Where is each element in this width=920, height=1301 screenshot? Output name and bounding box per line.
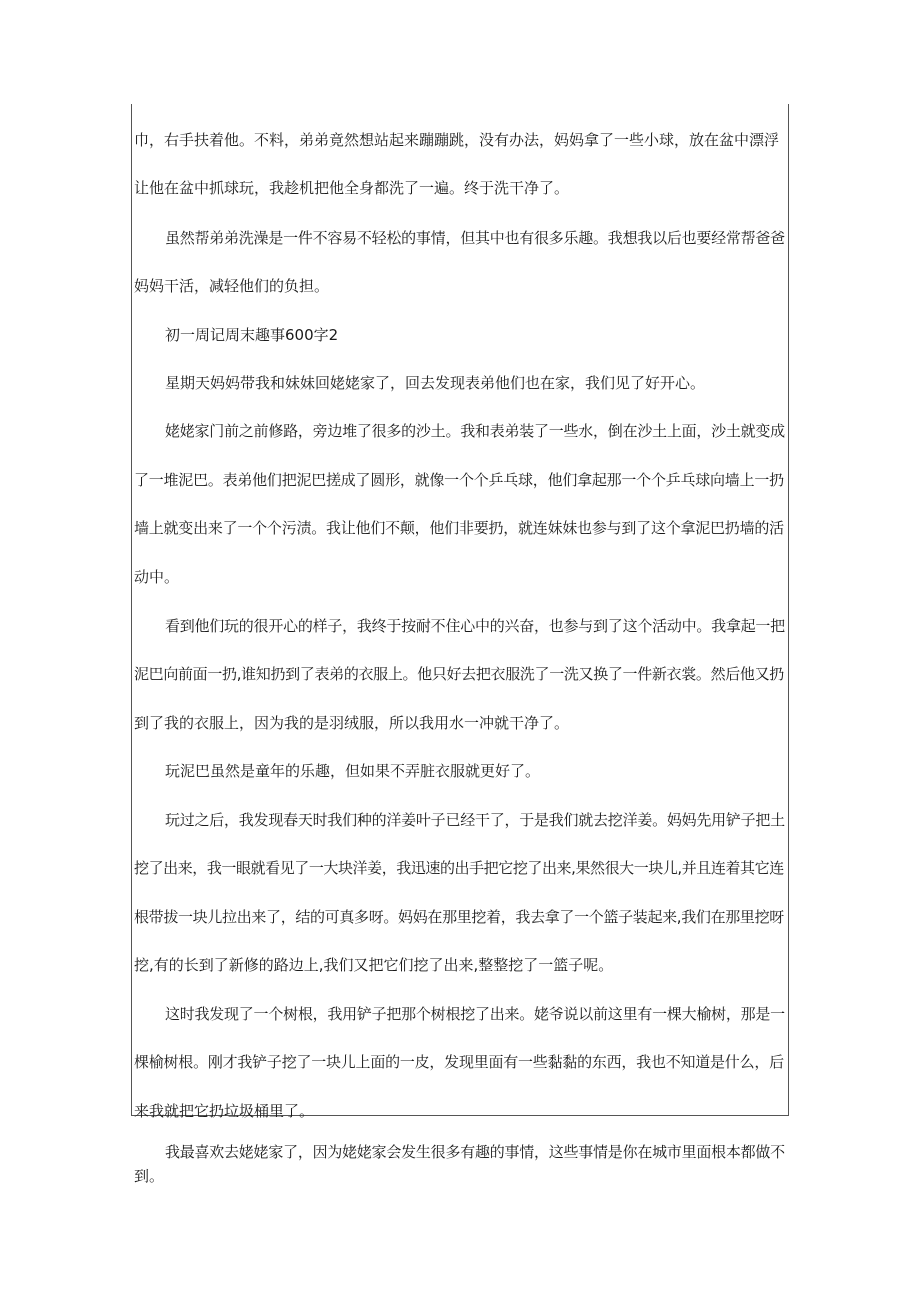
text-line: 看到他们玩的很开心的样子，我终于按耐不住心中的兴奋，也参与到了这个活动中。我拿起一把 [165,617,785,635]
text-line: 到。 [134,1167,165,1185]
text-line: 来我就把它扔垃圾桶里了。 [134,1102,315,1120]
text-line: 巾，右手扶着他。不料，弟弟竟然想站起来蹦蹦跳，没有办法，妈妈拿了一些小球，放在盆中漂浮 [134,131,780,149]
text-line: 让他在盆中抓球玩，我趁机把他全身都洗了一遍。终于洗干净了。 [134,179,570,197]
text-line: 了一堆泥巴。表弟他们把泥巴搓成了圆形，就像一个个乒乓球，他们拿起那一个个乒乓球向墙上一扔 [134,471,784,489]
text-line: 动中。 [134,568,180,586]
text-line: 到了我的衣服上，因为我的是羽绒服，所以我用水一冲就干净了。 [134,714,570,732]
text-line: 玩过之后，我发现春天时我们种的洋姜叶子已经干了，于是我们就去挖洋姜。妈妈先用铲子把土 [165,811,785,829]
text-line: 棵榆树根。刚才我铲子挖了一块儿上面的一皮，发现里面有一些黏黏的东西，我也不知道是什么，后 [134,1053,784,1071]
text-line: 挖,有的长到了新修的路边上,我们又把它们挖了出来,整整挖了一篮子呢。 [134,956,614,974]
text-line: 墙上就变出来了一个个污渍。我让他们不颠，他们非要扔，就连妹妹也参与到了这个拿泥巴扔墙的活 [134,519,784,537]
text-line: 虽然帮弟弟洗澡是一件不容易不轻松的事情，但其中也有很多乐趣。我想我以后也要经常帮爸爸 [165,229,785,247]
text-line: 玩泥巴虽然是童年的乐趣，但如果不弄脏衣服就更好了。 [165,762,541,780]
text-line: 这时我发现了一个树根，我用铲子把那个树根挖了出来。姥爷说以前这里有一棵大榆树，那是一 [165,1005,785,1023]
text-line: 挖了出来，我一眼就看见了一大块洋姜，我迅速的出手把它挖了出来,果然很大一块儿,并且连着其它连 [134,859,784,877]
section-heading: 初一周记周末趣事600字2 [165,326,339,344]
text-line: 星期天妈妈带我和妹妹回姥姥家了，回去发现表弟他们也在家，我们见了好开心。 [165,374,706,392]
text-line: 根带拔一块儿拉出来了，结的可真多呀。妈妈在那里挖着，我去拿了一个篮子装起来,我们在那里挖呀 [134,908,784,926]
text-line: 我最喜欢去姥姥家了，因为姥姥家会发生很多有趣的事情，这些事情是你在城市里面根本都做不 [165,1143,785,1161]
text-line: 泥巴向前面一扔,谁知扔到了表弟的衣服上。他只好去把衣服洗了一洗又换了一件新衣裳。然后他又扔 [134,665,784,683]
text-line: 姥姥家门前之前修路，旁边堆了很多的沙土。我和表弟装了一些水，倒在沙土上面，沙土就变成 [165,422,785,440]
text-line: 妈妈干活，减轻他们的负担。 [134,277,330,295]
